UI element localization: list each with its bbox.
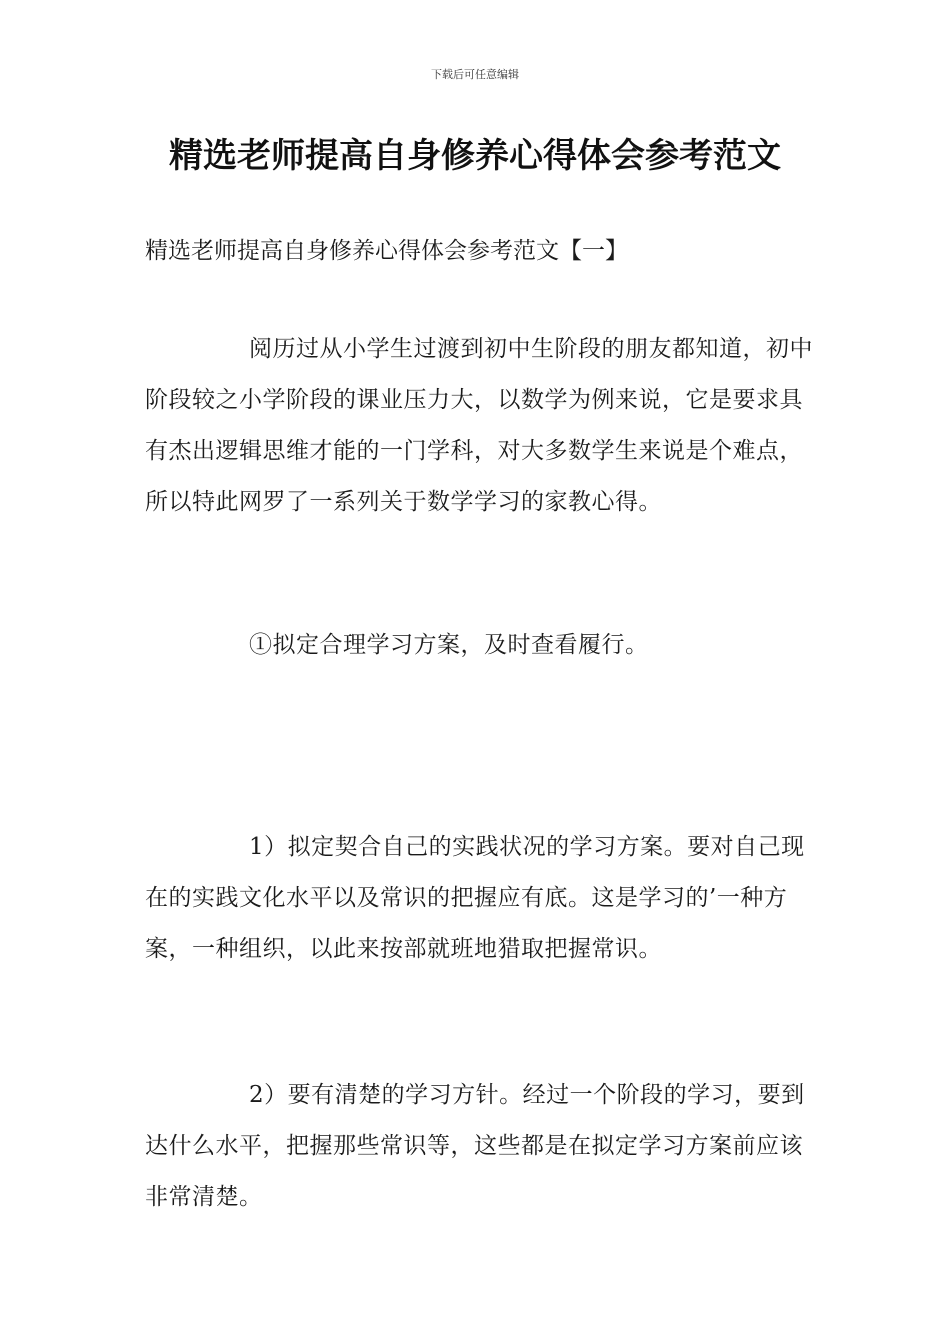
- header-note: 下载后可任意编辑: [431, 68, 519, 81]
- section-title: 精选老师提高自身修养心得体会参考范文【一】: [145, 238, 628, 264]
- document-title: 精选老师提高自身修养心得体会参考范文: [169, 136, 781, 176]
- paragraph-subpoint-2: 2）要有清楚的学习方针。经过一个阶段的学习，要到达什么水平，把握那些常识等，这些都是在拟定学习方案前应该非常清楚。: [145, 1082, 805, 1210]
- paragraph-intro: 阅历过从小学生过渡到初中生阶段的朋友都知道，初中阶段较之小学阶段的课业压力大，以数学为例来说，它是要求具有杰出逻辑思维才能的一门学科，对大多数学生来说是个难点，所以特此网罗了一系列关于数学学习的家教心得。: [145, 336, 813, 515]
- paragraph-point-1: ①拟定合理学习方案，及时查看履行。: [249, 632, 649, 658]
- paragraph-subpoint-1: 1）拟定契合自己的实践状况的学习方案。要对自己现在的实践文化水平以及常识的把握应有底。这是学习的’一种方案，一种组织，以此来按部就班地猎取把握常识。: [145, 834, 805, 962]
